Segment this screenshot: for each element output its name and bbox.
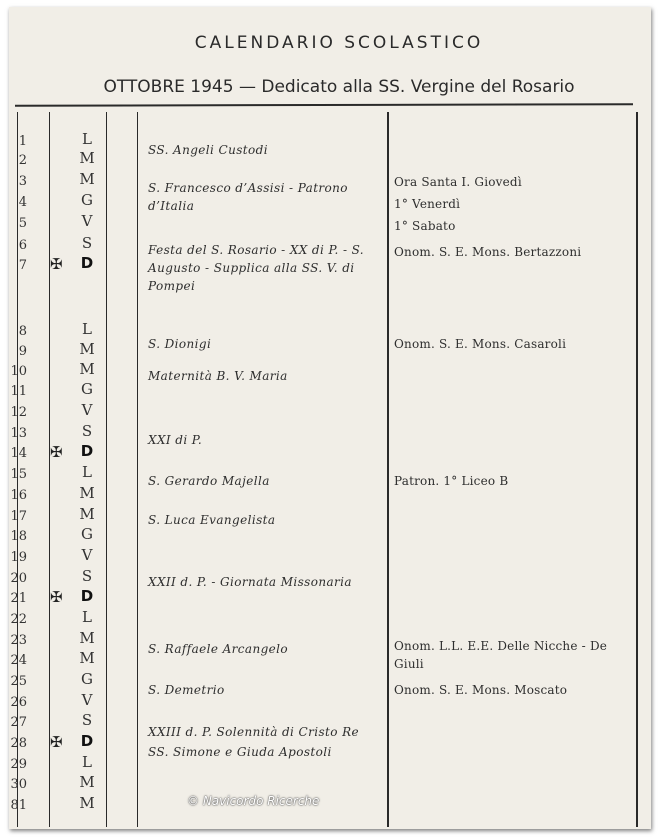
day-number: 10 (10, 364, 27, 379)
day-number: 21 (10, 591, 27, 606)
day-number: 26 (10, 695, 27, 710)
sunday-cross-icon: ✠ (50, 443, 63, 461)
weekday-letter: S (81, 567, 93, 585)
day-number: 29 (10, 757, 27, 772)
day-number: 23 (10, 633, 27, 648)
weekday-letter: M (79, 794, 95, 812)
weekday-letter: D (80, 587, 94, 605)
weekday-letter: V (81, 546, 93, 564)
column-divider-number (49, 112, 50, 827)
day-number: 12 (10, 405, 27, 420)
sunday-cross-icon: ✠ (50, 733, 63, 751)
day-number: 4 (18, 195, 27, 210)
day-number: 28 (10, 736, 27, 751)
day-number: 13 (10, 426, 27, 441)
weekday-letter: M (79, 149, 95, 167)
day-number: 11 (10, 384, 27, 399)
event-entry: Patron. 1° Liceo B (394, 474, 509, 488)
weekday-letter: S (81, 234, 93, 252)
weekday-letter: V (81, 212, 93, 230)
day-number: 14 (10, 446, 27, 461)
column-divider-weekday (106, 112, 107, 827)
calendar-page (9, 7, 651, 829)
day-number: 2 (18, 153, 27, 168)
weekday-letter: S (81, 711, 93, 729)
event-entry: 1° Sabato (394, 219, 456, 233)
weekday-letter: L (82, 130, 92, 148)
day-number: 17 (10, 509, 27, 524)
weekday-letter: D (80, 442, 94, 460)
weekday-letter: S (81, 422, 93, 440)
saint-entry: SS. Simone e Giuda Apostoli (148, 745, 332, 759)
saint-entry: Maternità B. V. Maria (148, 369, 288, 383)
weekday-letter: L (82, 463, 92, 481)
saint-entry: S. Francesco d’Assisi - Patrono d’Italia (148, 181, 348, 213)
weekday-letter: L (82, 608, 92, 626)
day-number: 27 (10, 715, 27, 730)
sunday-cross-icon: ✠ (50, 255, 63, 273)
weekday-letter: L (82, 753, 92, 771)
column-divider-events (387, 112, 389, 827)
saint-entry: S. Demetrio (148, 683, 225, 697)
day-number: 6 (18, 238, 27, 253)
saint-entry: S. Luca Evangelista (148, 513, 276, 527)
day-number: 3 (18, 174, 27, 189)
day-number: 15 (10, 467, 27, 482)
event-entry: 1° Venerdì (394, 197, 461, 211)
day-number: 1 (18, 134, 27, 149)
saint-entry: XXI di P. (148, 433, 203, 447)
weekday-letter: D (80, 254, 94, 272)
event-entry: Onom. S. E. Mons. Moscato (394, 683, 568, 697)
weekday-letter: G (81, 525, 93, 543)
page-subtitle: OTTOBRE 1945 — Dedicato alla SS. Vergine del Rosario (103, 77, 575, 97)
day-number: 25 (10, 674, 27, 689)
weekday-letter: G (81, 670, 93, 688)
day-number: 8 (18, 324, 27, 339)
weekday-letter: V (81, 691, 93, 709)
saint-entry: SS. Angeli Custodi (148, 143, 268, 157)
weekday-letter: M (79, 773, 95, 791)
weekday-letter: D (80, 732, 94, 750)
weekday-letter: L (82, 320, 92, 338)
weekday-letter: M (79, 649, 95, 667)
day-number: 5 (18, 216, 27, 231)
day-number: 18 (10, 529, 27, 544)
weekday-letter: M (79, 360, 95, 378)
saint-entry: S. Gerardo Majella (148, 474, 270, 488)
weekday-letter: M (79, 170, 95, 188)
day-number: 16 (10, 488, 27, 503)
saint-entry: S. Dionigi (148, 337, 212, 351)
event-entry: Onom. L.L. E.E. Delle Nicche - De Giuli (394, 639, 608, 671)
weekday-letter: M (79, 505, 95, 523)
event-entry: Onom. S. E. Mons. Casaroli (394, 337, 567, 351)
weekday-letter: V (81, 401, 93, 419)
event-entry: Onom. S. E. Mons. Bertazzoni (394, 245, 582, 259)
saint-entry: S. Raffaele Arcangelo (148, 642, 289, 656)
day-number: 81 (10, 798, 27, 813)
day-number: 19 (10, 550, 27, 565)
saint-entry: XXII d. P. - Giornata Missonaria (148, 575, 352, 589)
weekday-letter: M (79, 484, 95, 502)
saint-entry: Festa del S. Rosario - XX di P. - S. Augusto - Supplica alla SS. V. di Pompei (148, 243, 365, 293)
saint-entry: XXIII d. P. Solennità di Cristo Re (148, 725, 360, 739)
event-entry: Ora Santa I. Giovedì (394, 175, 522, 189)
column-divider-saints (137, 112, 138, 827)
page-title: CALENDARIO SCOLASTICO (194, 33, 484, 53)
day-number: 30 (10, 777, 27, 792)
weekday-letter: G (81, 191, 93, 209)
weekday-letter: M (79, 629, 95, 647)
day-number: 20 (10, 571, 27, 586)
sunday-cross-icon: ✠ (50, 588, 63, 606)
day-number: 7 (18, 258, 27, 273)
day-number: 24 (10, 653, 27, 668)
watermark: © Navicordo Ricerche (187, 794, 320, 808)
day-number: 9 (18, 344, 27, 359)
day-number: 22 (10, 612, 27, 627)
weekday-letter: G (81, 380, 93, 398)
column-divider-right (636, 112, 638, 827)
table-top-rule (15, 103, 633, 107)
weekday-letter: M (79, 340, 95, 358)
